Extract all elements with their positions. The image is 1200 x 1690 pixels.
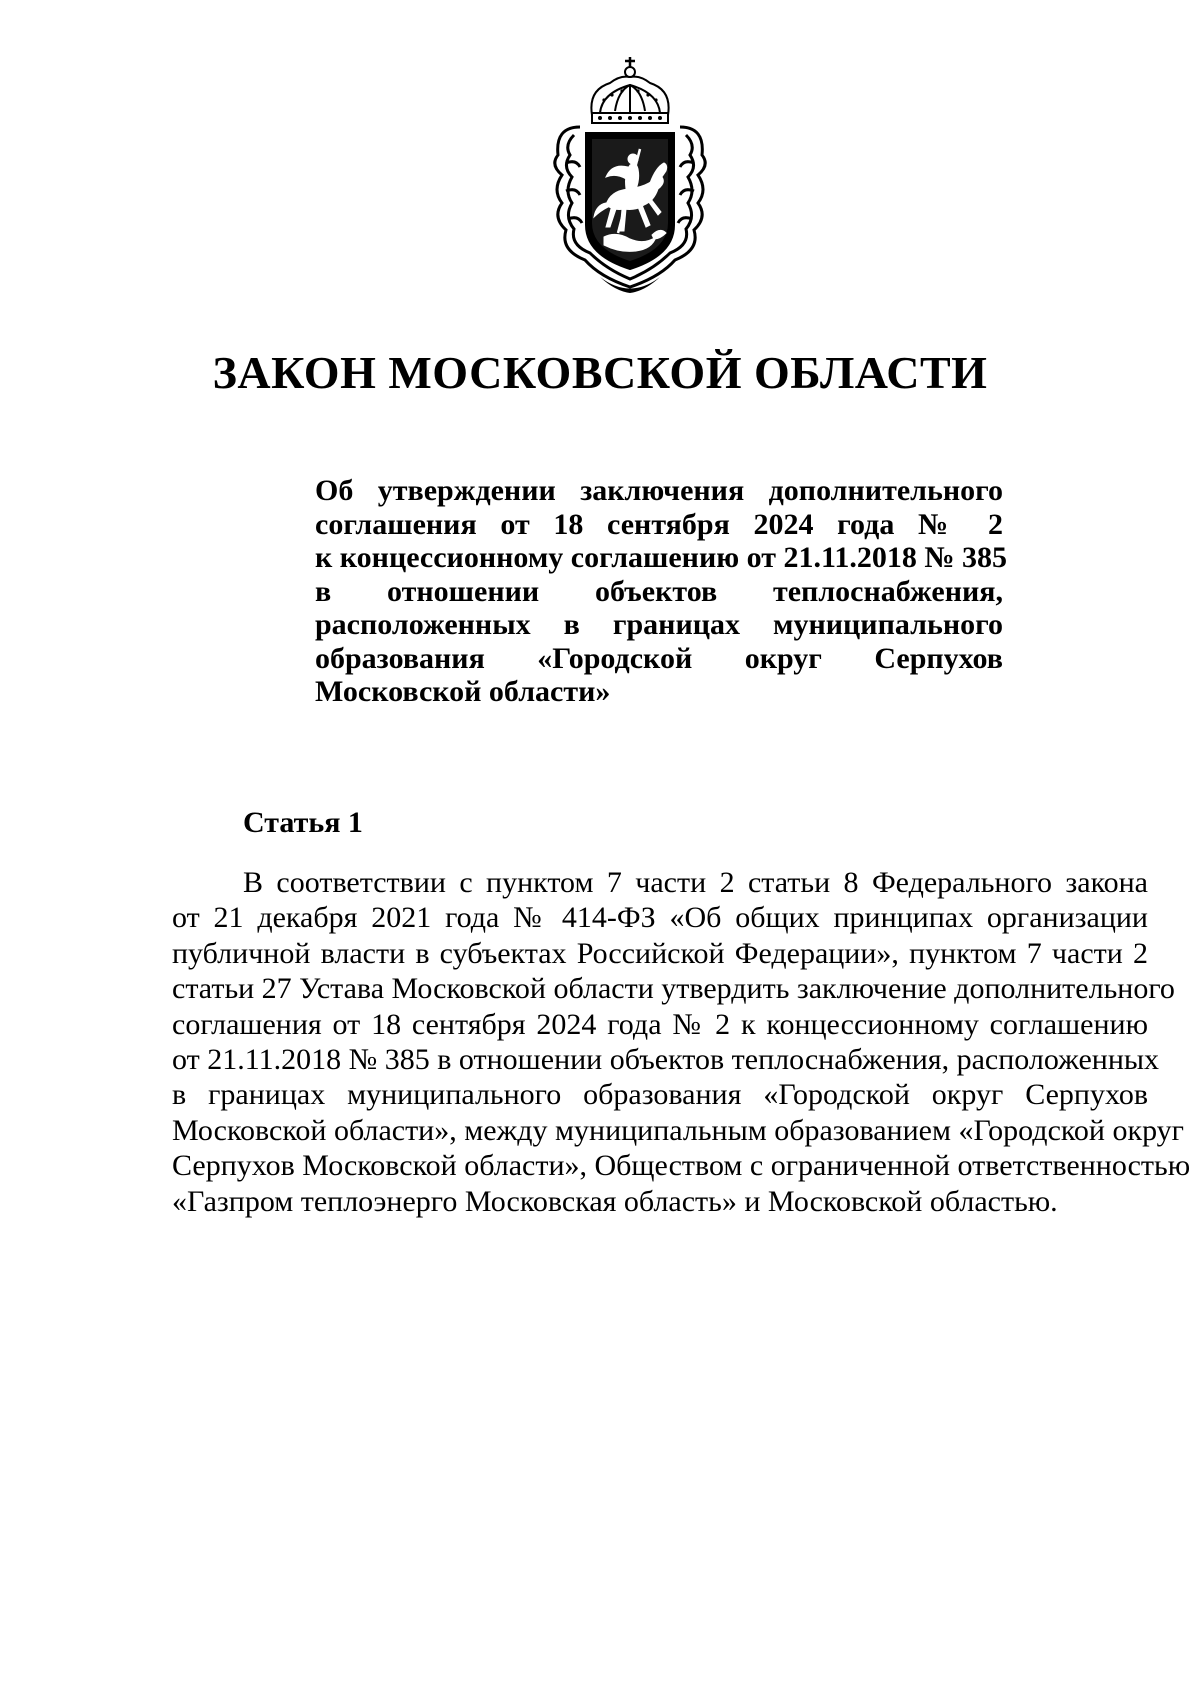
subject-line: к концессионному соглашению от 21.11.2018 № 385 (315, 541, 1007, 574)
article-body-line: соглашения от 18 сентября 2024 года № 2 к концессионному соглашению (172, 1007, 1148, 1041)
article-body-line: публичной власти в субъектах Российской Федерации», пунктом 7 части 2 (172, 936, 1148, 970)
subject-line: Московской области» (315, 675, 611, 708)
document-title: ЗАКОН МОСКОВСКОЙ ОБЛАСТИ (212, 347, 988, 398)
moscow-oblast-coat-of-arms-icon (540, 55, 720, 300)
document-subject (315, 474, 1007, 709)
article-body-line: Московской области», между муниципальным образованием «Городской округ (172, 1113, 1184, 1147)
subject-line: образования «Городской округ Серпухов (315, 641, 1003, 675)
article-body-line: от 21 декабря 2021 года № 414-ФЗ «Об общих принципах организации (172, 901, 1148, 935)
subject-line: соглашения от 18 сентября 2024 года № 2 (315, 507, 1003, 541)
article-body-line: статьи 27 Устава Московской области утвердить заключение дополнительного (172, 972, 1175, 1006)
article-heading: Статья 1 (243, 806, 363, 839)
article-body-line: от 21.11.2018 № 385 в отношении объектов теплоснабжения, расположенных (172, 1043, 1160, 1077)
article-body-line: Серпухов Московской области», Обществом с ограниченной ответственностью (172, 1149, 1191, 1183)
subject-line: расположенных в границах муниципального (315, 608, 1003, 641)
article-body-line: В соответствии с пунктом 7 части 2 статьи 8 Федерального закона (243, 866, 1148, 899)
article-body-line: в границах муниципального образования «Городской округ Серпухов (172, 1078, 1148, 1112)
subject-line: в отношении объектов теплоснабжения, (315, 574, 1003, 608)
article-body (172, 865, 1191, 1219)
subject-line: Об утверждении заключения дополнительного (315, 474, 1003, 507)
article-body-line: «Газпром теплоэнерго Московская область» и Московской областью. (172, 1184, 1058, 1218)
